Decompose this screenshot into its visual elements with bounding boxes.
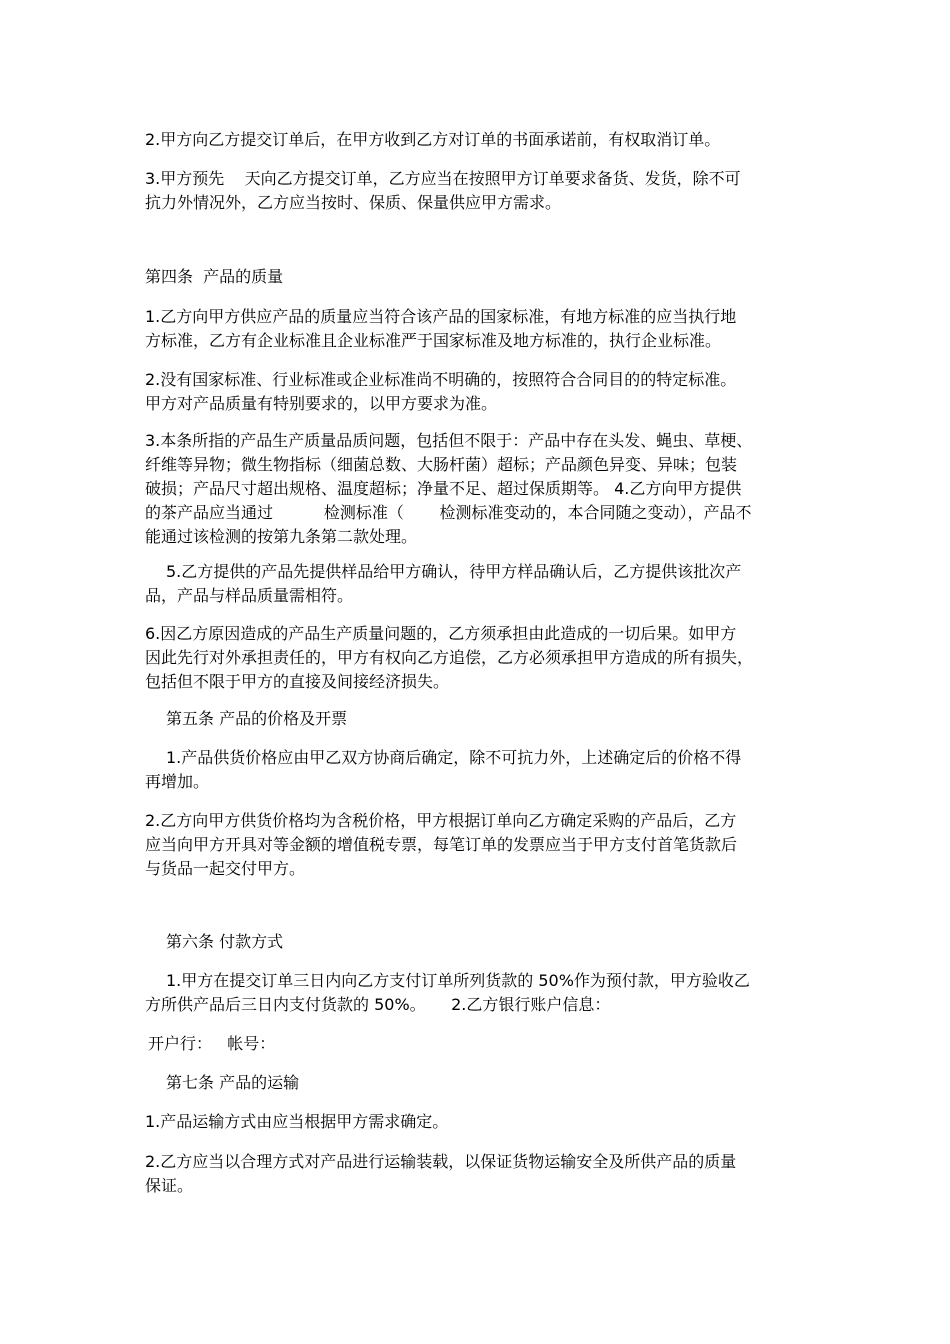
- paragraph-order-cancel: [145, 128, 810, 152]
- text-line: 与货品一起交付甲方。: [145, 859, 306, 878]
- paragraph-liability: [145, 622, 810, 694]
- text-line: 1.产品运输方式由应当根据甲方需求确定。: [145, 1112, 449, 1131]
- section-heading-article-5: [145, 707, 810, 731]
- text-line: 的茶产品应当通过 检测标准（ 检测标准变动的，本合同随之变动），产品不: [145, 503, 752, 522]
- paragraph-price: [145, 746, 810, 794]
- paragraph-bank-info: [145, 1032, 810, 1056]
- text-line: 破损；产品尺寸超出规格、温度超标；净量不足、超过保质期等。 4.乙方向甲方提供: [145, 479, 742, 498]
- text-line: 抗力外情况外，乙方应当按时、保质、保量供应甲方需求。: [145, 193, 562, 212]
- text-line: 方标准，乙方有企业标准且企业标准严于国家标准及地方标准的，执行企业标准。: [145, 331, 722, 350]
- text-line: 纤维等异物；微生物指标（细菌总数、大肠杆菌）超标；产品颜色异变、异味；包装: [145, 455, 738, 474]
- paragraph-order-advance: [145, 167, 810, 215]
- paragraph-sample-confirm: [145, 560, 810, 608]
- paragraph-no-standard: [145, 368, 810, 416]
- text-line: 第六条 付款方式: [166, 932, 284, 951]
- text-line: 包括但不限于甲方的直接及间接经济损失。: [145, 672, 450, 691]
- paragraph-quality-issues: [145, 429, 810, 549]
- text-line: 能通过该检测的按第九条第二款处理。: [145, 527, 418, 546]
- text-line: 因此先行对外承担责任的，甲方有权向乙方追偿，乙方必须承担甲方造成的所有损失，: [145, 648, 754, 667]
- text-line: 2.甲方向乙方提交订单后，在甲方收到乙方对订单的书面承诺前，有权取消订单。: [145, 130, 721, 149]
- text-line: 品，产品与样品质量需相符。: [145, 586, 354, 605]
- text-line: 2.乙方向甲方供货价格均为含税价格，甲方根据订单向乙方确定采购的产品后，乙方: [145, 811, 737, 830]
- text-line: 开户行： 帐号：: [148, 1034, 276, 1053]
- text-line: 第五条 产品的价格及开票: [166, 709, 348, 728]
- paragraph-invoice: [145, 809, 810, 881]
- text-line: 1.甲方在提交订单三日内向乙方支付订单所列货款的 50%作为预付款，甲方验收乙: [166, 971, 750, 990]
- text-line: 1.产品供货价格应由甲乙双方协商后确定，除不可抗力外，上述确定后的价格不得: [166, 748, 742, 767]
- text-line: 甲方对产品质量有特别要求的，以甲方要求为准。: [145, 394, 498, 413]
- text-line: 2.乙方应当以合理方式对产品进行运输装载，以保证货物运输安全及所供产品的质量: [145, 1152, 737, 1171]
- text-line: 5.乙方提供的产品先提供样品给甲方确认，待甲方样品确认后，乙方提供该批次产: [166, 562, 742, 581]
- text-line: 应当向甲方开具对等金额的增值税专票，每笔订单的发票应当于甲方支付首笔货款后: [145, 835, 738, 854]
- text-line: 3.本条所指的产品生产质量品质问题，包括但不限于：产品中存在头发、蝇虫、草梗、: [145, 431, 753, 450]
- text-line: 第四条 产品的质量: [145, 267, 284, 286]
- text-line: 再增加。: [145, 772, 210, 791]
- text-line: 6.因乙方原因造成的产品生产质量问题的，乙方须承担由此造成的一切后果。如甲方: [145, 624, 737, 643]
- text-line: 3.甲方预先 天向乙方提交订单，乙方应当在按照甲方订单要求备货、发货，除不可: [145, 169, 741, 188]
- text-line: 2.没有国家标准、行业标准或企业标准尚不明确的，按照符合合同目的的特定标准。: [145, 370, 737, 389]
- section-heading-article-4: [145, 265, 810, 289]
- paragraph-transport-loading: [145, 1150, 810, 1198]
- text-line: 第七条 产品的运输: [166, 1073, 300, 1092]
- text-line: 保证。: [145, 1176, 194, 1195]
- paragraph-transport-method: [145, 1110, 810, 1134]
- section-heading-article-7: [145, 1071, 810, 1095]
- paragraph-payment: [145, 969, 810, 1017]
- text-line: 方所供产品后三日内支付货款的 50%。 2.乙方银行账户信息：: [145, 995, 611, 1014]
- section-heading-article-6: [145, 930, 810, 954]
- paragraph-quality-standard: [145, 305, 810, 353]
- text-line: 1.乙方向甲方供应产品的质量应当符合该产品的国家标准，有地方标准的应当执行地: [145, 307, 737, 326]
